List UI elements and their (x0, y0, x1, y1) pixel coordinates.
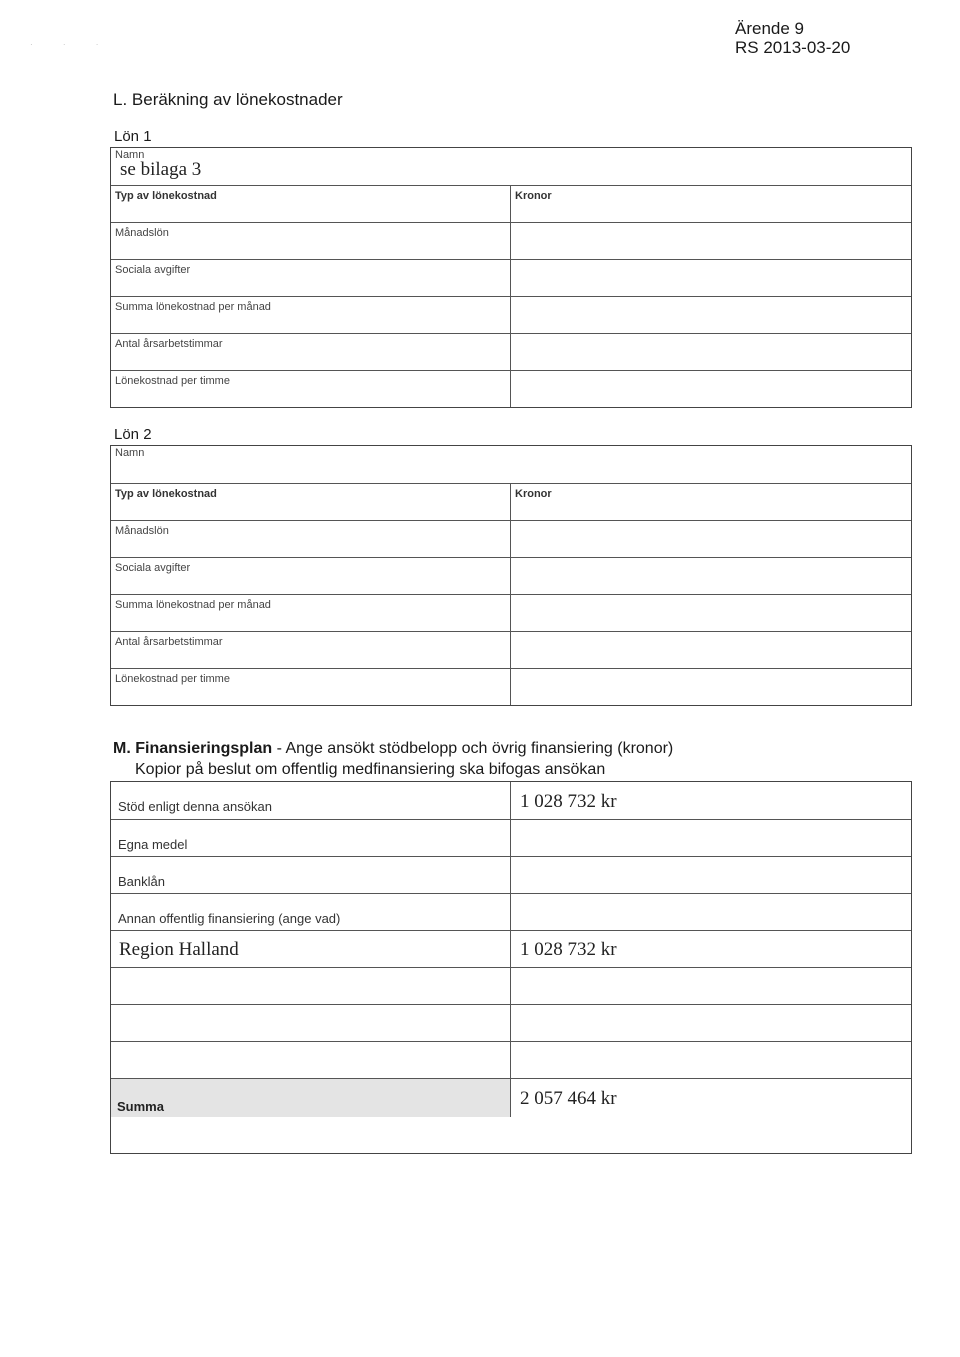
lon2-table (110, 445, 912, 706)
summa-label: Summa (117, 1099, 164, 1114)
finance-row-stod[interactable] (111, 782, 911, 819)
lon1-row-manadslon[interactable] (111, 222, 911, 259)
row-label: Lönekostnad per timme (115, 375, 230, 387)
region-value[interactable]: 1 028 732 kr (520, 939, 617, 960)
lon2-kronor-label: Kronor (515, 488, 552, 500)
lon1-namn-row (111, 148, 911, 185)
finance-table (110, 781, 912, 1154)
row-label: Månadslön (115, 227, 169, 239)
region-name[interactable]: Region Halland (119, 939, 239, 960)
stod-value[interactable]: 1 028 732 kr (520, 791, 617, 812)
summa-value[interactable]: 2 057 464 kr (520, 1088, 617, 1109)
lon1-typ-label: Typ av lönekostnad (115, 190, 217, 202)
document-header (735, 19, 850, 57)
lon2-row-summa[interactable] (111, 594, 911, 631)
row-label: Sociala avgifter (115, 264, 191, 276)
lon2-row-sociala[interactable] (111, 557, 911, 594)
lon2-title: Lön 2 (114, 426, 152, 443)
stod-label: Stöd enligt denna ansökan (118, 799, 272, 814)
lon1-row-timmar[interactable] (111, 333, 911, 370)
finance-row-empty-2[interactable] (111, 1004, 911, 1041)
section-m-title (113, 740, 673, 758)
row-label: Antal årsarbetstimmar (115, 636, 223, 648)
finance-row-bank[interactable] (111, 856, 911, 893)
scan-specks: · · · (30, 40, 113, 49)
finance-row-empty-1[interactable] (111, 967, 911, 1004)
lon1-namn-value[interactable]: se bilaga 3 (120, 159, 202, 180)
lon2-row-timmar[interactable] (111, 631, 911, 668)
row-label: Summa lönekostnad per månad (115, 301, 271, 313)
row-label: Antal årsarbetstimmar (115, 338, 223, 350)
lon2-namn-label: Namn (115, 447, 145, 459)
lon1-header-row (111, 185, 911, 222)
row-label: Lönekostnad per timme (115, 673, 230, 685)
lon1-namn-label: Namn (115, 149, 145, 161)
lon2-typ-label: Typ av lönekostnad (115, 488, 217, 500)
lon2-header-row (111, 483, 911, 520)
meeting-date: RS 2013-03-20 (735, 38, 851, 57)
section-m-subtitle: Kopior på beslut om offentlig medfinansiering ska bifogas ansökan (135, 761, 606, 778)
bank-label: Banklån (118, 874, 165, 889)
finance-row-region[interactable] (111, 930, 911, 967)
section-m-title-bold: M. Finansieringsplan (113, 740, 273, 757)
finance-row-annan-header (111, 893, 911, 930)
arende-number: Ärende 9 (735, 19, 804, 38)
row-label: Summa lönekostnad per månad (115, 599, 271, 611)
section-l-title: L. Beräkning av lönekostnader (113, 90, 343, 109)
finance-row-egna[interactable] (111, 819, 911, 856)
lon1-title: Lön 1 (114, 128, 152, 145)
egna-label: Egna medel (118, 837, 188, 852)
lon1-row-summa[interactable] (111, 296, 911, 333)
section-m-title-rest: - Ange ansökt stödbelopp och övrig finansiering (kronor) (272, 740, 674, 757)
finance-row-summa[interactable] (111, 1078, 911, 1117)
lon2-row-manadslon[interactable] (111, 520, 911, 557)
finance-row-empty-3[interactable] (111, 1041, 911, 1078)
row-label: Månadslön (115, 525, 169, 537)
lon2-namn-row[interactable] (111, 446, 911, 483)
lon1-row-per-timme[interactable] (111, 370, 911, 407)
row-label: Sociala avgifter (115, 562, 191, 574)
annan-label: Annan offentlig finansiering (ange vad) (118, 911, 341, 926)
lon1-kronor-label: Kronor (515, 190, 552, 202)
lon1-row-sociala[interactable] (111, 259, 911, 296)
lon2-row-per-timme[interactable] (111, 668, 911, 705)
lon1-table (110, 147, 912, 408)
